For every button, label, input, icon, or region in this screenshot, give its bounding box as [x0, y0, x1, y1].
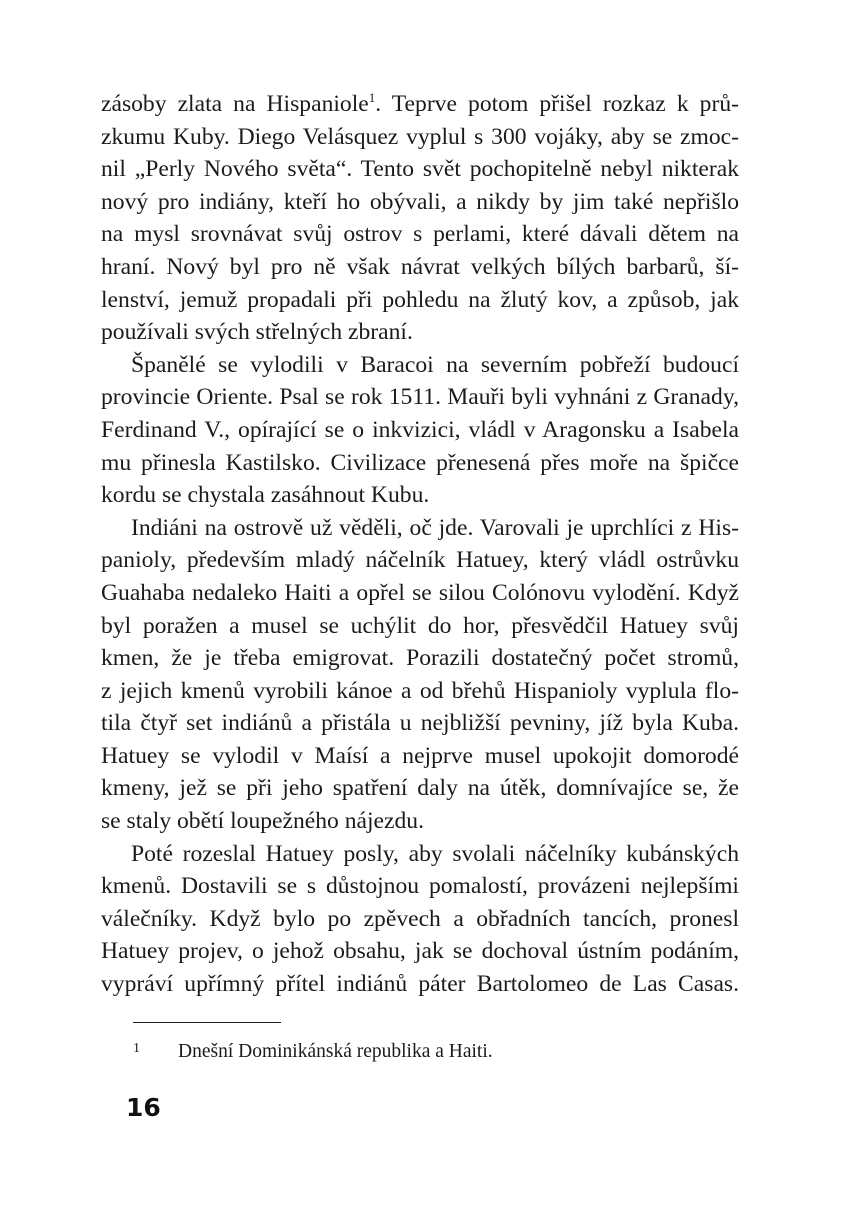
text-line: hraní. Nový byl pro ně však návrat velkých bílých barbarů, ší-: [101, 253, 739, 280]
text-line: tila čtyř set indiánů a přistála u nejbližší pevniny, jíž byla Kuba.: [101, 710, 739, 737]
footnote-number: 1: [133, 1041, 140, 1056]
text-line: kordu se chystala zasáhnout Kubu.: [101, 482, 430, 509]
text-line: používali svých střelných zbraní.: [101, 319, 413, 346]
page-number: 16: [126, 1093, 161, 1122]
text-line: válečníky. Když bylo po zpěvech a obřadních tancích, pronesl: [101, 905, 739, 932]
footnote-reference: 1: [368, 90, 376, 105]
text-line: Indiáni na ostrově už věděli, oč jde. Varovali je uprchlíci z His-: [131, 514, 739, 541]
text-line: Poté rozeslal Hatuey posly, aby svolali náčelníky kubánských: [131, 840, 739, 867]
text-line: Hatuey projev, o jehož obsahu, jak se dochoval ústním podáním,: [101, 938, 739, 965]
paragraph: [101, 512, 739, 838]
footnote-text: Dnešní Dominikánská republika a Haiti.: [178, 1041, 493, 1062]
text-line: nový pro indiány, kteří ho obývali, a nikdy by jim také nepřišlo: [101, 188, 739, 215]
text-line: zkumu Kuby. Diego Velásquez vyplul s 300 vojáky, aby se zmoc-: [101, 123, 739, 150]
text-line: mu přinesla Kastilsko. Civilizace přenesená přes moře na špičce: [101, 449, 739, 476]
text-line: Hatuey se vylodil v Maísí a nejprve musel upokojit domorodé: [101, 742, 739, 769]
paragraph: [101, 88, 739, 349]
text-line: byl poražen a musel se uchýlit do hor, přesvědčil Hatuey svůj: [101, 612, 739, 639]
paragraph: [101, 349, 739, 512]
text-line: vypráví upřímný přítel indiánů páter Bartolomeo de Las Casas.: [101, 971, 739, 998]
text-line: nil „Perly Nového světa“. Tento svět pochopitelně nebyl nikterak: [101, 156, 739, 183]
text-line: Španělé se vylodili v Baracoi na severním pobřeží budoucí: [131, 351, 739, 378]
main-text: [101, 88, 739, 1001]
text-line-end: . Teprve potom přišel rozkaz k prů-: [375, 91, 739, 117]
text-line-start: zásoby zlata na Hispaniole: [101, 91, 369, 117]
text-line: lenství, jemuž propadali při pohledu na žlutý kov, a způsob, jak: [101, 286, 739, 313]
text-line: z jejich kmenů vyrobili kánoe a od břehů Hispanioly vyplula flo-: [101, 677, 739, 704]
text-line: [101, 88, 739, 121]
text-line: kmenů. Dostavili se s důstojnou pomalostí, provázeni nejlepšími: [101, 873, 739, 900]
text-line: na mysl srovnávat svůj ostrov s perlami, které dávali dětem na: [101, 221, 739, 248]
text-line: panioly, především mladý náčelník Hatuey, který vládl ostrůvku: [101, 547, 739, 574]
footnote: [133, 1036, 493, 1065]
paragraph: [101, 838, 739, 1001]
footnote-divider: [133, 1022, 281, 1023]
text-line: Guahaba nedaleko Haiti a opřel se silou Colónovu vylodění. Když: [101, 579, 739, 606]
text-line: kmeny, jež se při jeho spatření daly na útěk, domnívajíce se, že: [101, 775, 739, 802]
text-line: provincie Oriente. Psal se rok 1511. Mauři byli vyhnáni z Granady,: [101, 384, 739, 411]
text-line: kmen, že je třeba emigrovat. Porazili dostatečný počet stromů,: [101, 645, 739, 672]
text-line: Ferdinand V., opírající se o inkvizici, vládl v Aragonsku a Isabela: [101, 416, 739, 443]
text-line: se staly obětí loupežného nájezdu.: [101, 808, 424, 835]
